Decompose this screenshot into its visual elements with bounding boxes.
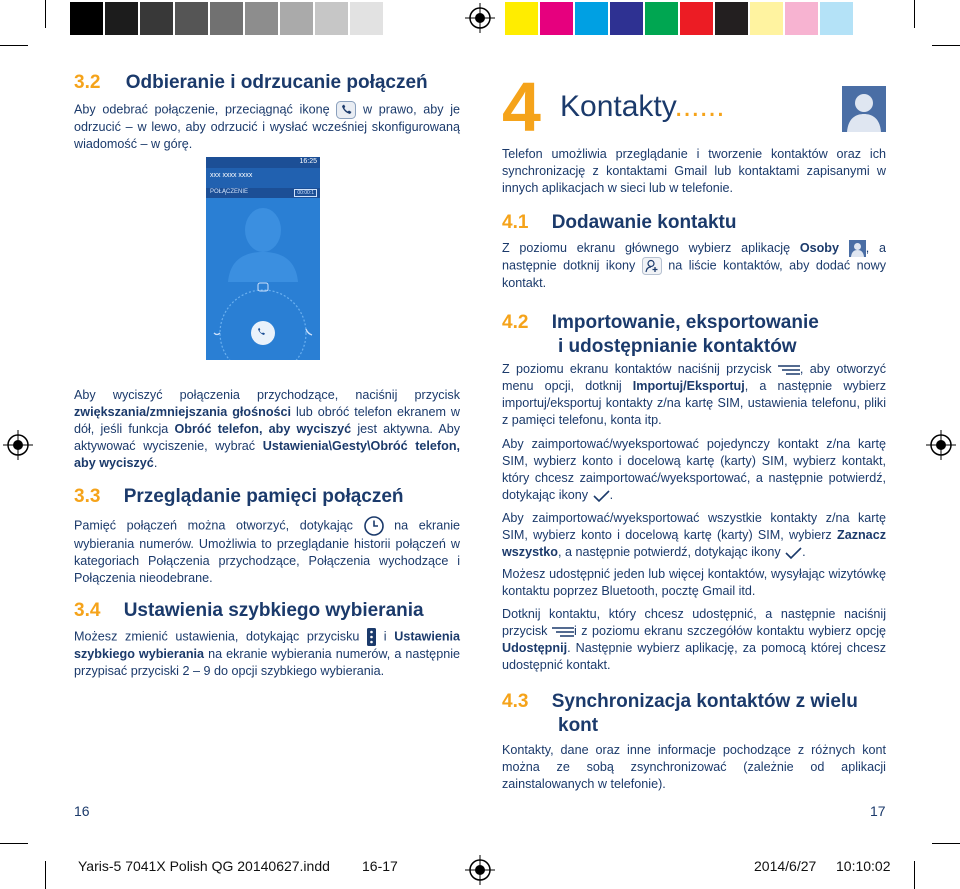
crop-mark: [0, 843, 28, 844]
checkmark-icon: [784, 546, 802, 560]
paragraph-share: Możesz udostępnić jeden lub więcej kontaktów, wysyłając wizytówkę kontaktu poprzez Bluetooth, pocztę Gmail itd.: [502, 567, 886, 598]
chapter-title: Kontakty......: [560, 90, 725, 123]
contact-avatar-icon: [226, 202, 300, 282]
gray-swatch: [280, 2, 313, 35]
crop-mark: [932, 843, 960, 844]
color-swatch: [505, 2, 538, 35]
chapter-number: 4: [502, 68, 541, 146]
answer-dial-ring: [206, 277, 320, 360]
section-heading-4-3: 4.3 Synchronizacja kontaktów z wielu kont: [502, 691, 858, 736]
paragraph-import-single: Aby zaimportować/wyeksportować pojedynczy kontakt z/na kartę SIM, wybierz konto i docelową kartę (karty) SIM, wybierz kontakt, który chcesz zaimportować/wyeksportować, a następnie potwierdź, dotykając ikony .: [502, 437, 886, 502]
menu-dots-icon: [367, 628, 376, 646]
call-status-bar: POŁĄCZENIE 00:00:1: [206, 188, 320, 198]
color-swatch: [610, 2, 643, 35]
checkmark-icon: [592, 489, 610, 503]
gray-swatch: [245, 2, 278, 35]
color-swatch: [540, 2, 573, 35]
paragraph-sync: Kontakty, dane oraz inne informacje pochodzące z różnych kont można ze sobą zsynchronizować (zależnie od aplikacji zainstalowanych w telefonie).: [502, 743, 886, 791]
gray-swatch: [140, 2, 173, 35]
clock-icon: [364, 516, 384, 536]
paragraph-mute-call: Aby wyciszyć połączenia przychodzące, naciśnij przycisk zwiększania/zmniejszania głośności lub obróć telefon ekranem w dół, jeśli funkcja Obróć telefon, aby wyciszyć jest aktywna. Aby aktywować wyciszenie, wybrać Ustawienia\Gesty\Obróć telefon, aby wyciszyć.: [74, 388, 461, 470]
crop-mark: [45, 0, 46, 28]
crop-mark: [914, 0, 915, 28]
section-heading-4-1: 4.1 Dodawanie kontaktu: [502, 212, 737, 233]
paragraph-answer-call: Aby odebrać połączenie, przeciągnąć ikonę w prawo, aby je odrzucić – w lewo, aby odrzucić i wysłać wcześniej skonfigurowaną wiadomość – w górę.: [74, 102, 461, 151]
color-swatch: [750, 2, 783, 35]
paragraph-share-contact: Dotknij kontaktu, który chcesz udostępnić, a następnie naciśnij przycisk i z poziomu ekranu szczegółów kontaktu wybierz opcję Udostępnij. Następnie wybierz aplikację, za pomocą której chcesz udostępnić kontakt.: [502, 607, 887, 672]
section-heading-3-2: 3.2 Odbieranie i odrzucanie połączeń: [74, 72, 428, 93]
slug-time: 10:10:02: [836, 858, 891, 874]
registration-mark-icon: [465, 3, 495, 33]
caller-bar: xxx xxxx xxxx: [206, 168, 320, 188]
people-app-icon: [849, 240, 866, 257]
color-swatch: [715, 2, 748, 35]
status-bar: 16:25: [206, 157, 320, 168]
paragraph-import-all: Aby zaimportować/wyeksportować wszystkie kontakty z/na kartę SIM, wybierz konto i docelową kartę (karty) SIM, wybierz Zaznacz wszystko, a następnie potwierdź, dotykając ikony .: [502, 511, 886, 559]
gray-swatch: [175, 2, 208, 35]
section-heading-3-4: 3.4 Ustawienia szybkiego wybierania: [74, 600, 424, 621]
slug-filename: Yaris-5 7041X Polish QG 20140627.indd: [78, 858, 330, 874]
slug-pages: 16-17: [362, 858, 398, 874]
registration-mark-icon: [465, 855, 495, 885]
color-swatch: [645, 2, 678, 35]
registration-mark-icon: [926, 430, 956, 460]
gray-swatch: [105, 2, 138, 35]
color-swatch: [820, 2, 853, 35]
answer-call-icon: [336, 101, 356, 119]
paragraph-import-export: Z poziomu ekranu kontaktów naciśnij przycisk , aby otworzyć menu opcji, dotknij Importuj/Eksportuj, a następnie wybierz importuj/eksportuj kontakty z/na kartę SIM, ustawienia telefonu, pliki z pamięci telefonu, konta itp.: [502, 362, 887, 427]
gray-swatch: [315, 2, 348, 35]
gray-swatch: [210, 2, 243, 35]
slug-date: 2014/6/27: [754, 858, 817, 874]
paragraph-add-contact: Z poziomu ekranu głównego wybierz aplikację Osoby , a następnie dotknij ikony na liście kontaktów, aby dodać nowy kontakt.: [502, 241, 887, 291]
contacts-app-icon: [842, 86, 886, 132]
gray-swatch: [70, 2, 103, 35]
crop-mark: [0, 45, 28, 46]
crop-mark: [932, 45, 960, 46]
color-swatch: [785, 2, 818, 35]
section-heading-4-2: 4.2 Importowanie, eksportowanie i udostępnianie kontaktów: [502, 312, 819, 357]
page-number-left: 16: [74, 803, 90, 819]
crop-mark: [914, 861, 915, 889]
menu-icon: [552, 626, 574, 638]
section-heading-3-3: 3.3 Przeglądanie pamięci połączeń: [74, 486, 404, 507]
add-contact-icon: [642, 257, 662, 275]
color-swatch: [680, 2, 713, 35]
paragraph-contacts-intro: Telefon umożliwia przeglądanie i tworzenie kontaktów oraz ich synchronizację z kontaktami Gmail lub kontaktami zapisanymi w innych aplikacjach w sieci lub w telefonie.: [502, 147, 886, 195]
incoming-call-screenshot: [206, 157, 320, 360]
menu-icon: [778, 364, 800, 376]
crop-mark: [45, 861, 46, 889]
page-number-right: 17: [870, 803, 886, 819]
gray-swatch: [350, 2, 383, 35]
registration-mark-icon: [3, 430, 33, 460]
color-swatch: [575, 2, 608, 35]
paragraph-call-log: Pamięć połączeń można otworzyć, dotykając na ekranie wybierania numerów. Umożliwia to przeglądanie historii połączeń w kategoriach Połączenia przychodzące, Połączenia wychodzące i Połączenia nieodebrane.: [74, 516, 460, 587]
paragraph-speed-dial: Możesz zmienić ustawienia, dotykając przycisku i Ustawienia szybkiego wybierania na ekranie wybierania numerów, a następnie przypisać przyciski 2 – 9 do opcji szybkiego wybierania.: [74, 629, 461, 678]
